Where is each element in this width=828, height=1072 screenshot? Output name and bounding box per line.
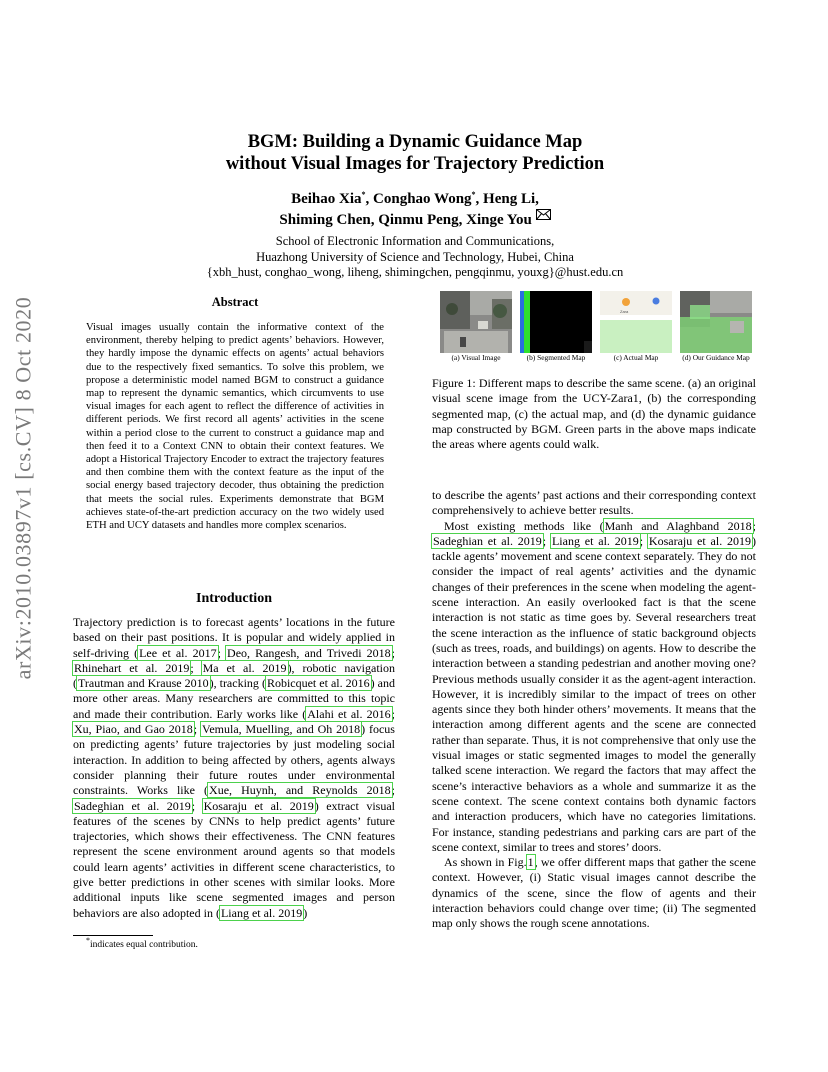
body-text: ) tackle agents’ movement and scene context separately. They do not consider the impact of real agents’ activities and the dynamic changes of their preferences in the scene when modeling the agent-scene interaction. An easily overlooked fact is that the scene interaction is not static as time goes by. Several researchers treat the scene interaction as the influence of static background objects (such as trees, roads, and buildings) on agents. How to describe the interaction between a standing pedestrian and another moving one? Previous methods usually consider it as the agent-agent interaction. However, it is incredibly similar to the impact of trees on other agents since they both hinder others’ movements. It means that the interaction among different agents and the scene are connected rather than separate. Thus, it is not comprehensive that only use the visual images or static segmented images to model the generally talked scene interaction. We regard the factors that may affect the scene’s interactive behaviors as a whole and summarize it as the scene context. The scene context contains both dynamic factors and interaction producers, which have no categories limitations. For instance, standing pedestrians and parking cars are part of the scene context, similar to trees and stores’ doors.	[432, 533, 757, 854]
citation-link[interactable]: Vemula, Muelling, and Oh 2018	[202, 722, 361, 737]
figure-label-b: (b) Segmented Map	[526, 353, 586, 362]
author-li: Heng Li,	[483, 191, 539, 207]
footnote-text: indicates equal contribution.	[90, 940, 198, 950]
body-text: As shown in Fig.	[444, 855, 527, 870]
body-text: ;	[639, 533, 648, 548]
citation-link[interactable]: Sadeghian et al. 2019	[433, 533, 542, 548]
body-text: ), tracking (	[209, 676, 266, 691]
body-text: , we offer different maps that gather the scene context. However, (i) Static visual images cannot describe the dynamics of the scene, since the flow of agents and their interaction behaviors could change over time; (ii) The segmented map only shows the rough scene annotations.	[432, 855, 757, 931]
body-text: ) extract visual features of the scenes by CNNs to help predict agents’ future trajectories, which shows their effectiveness. The CNN features represent the scene environment around agents so that models could learn agents’ activities in different scene characteristics, to give better predictions in other scenes with similar looks. More additional inputs like scene segmented images and person behaviors are also adopted in (	[73, 798, 395, 920]
body-text: ;	[391, 645, 396, 660]
abstract-heading: Abstract	[211, 295, 259, 309]
citation-link[interactable]: Lee et al. 2017	[139, 645, 217, 660]
guidance-map-thumbnail	[680, 291, 752, 353]
paper-title	[120, 131, 710, 175]
map-place-label: Zara	[620, 309, 629, 314]
body-text: ;	[542, 533, 551, 548]
title-line-1: BGM: Building a Dynamic Guidance Map	[247, 132, 583, 152]
citation-link[interactable]: Manh and Alaghband 2018	[604, 518, 752, 533]
body-text: ;	[217, 645, 227, 660]
introduction-paragraph-3	[432, 855, 756, 931]
introduction-paragraph-1	[73, 615, 395, 921]
citation-link[interactable]: Rhinehart et al. 2019	[74, 660, 190, 675]
figure-panel-segmented-map	[520, 291, 592, 353]
body-text: ;	[193, 722, 201, 737]
title-line-2: without Visual Images for Trajectory Prediction	[225, 154, 605, 174]
footnote	[86, 935, 198, 950]
visual-image-thumbnail	[440, 291, 512, 353]
footnote-mark: *	[86, 935, 90, 945]
author-line-2	[120, 209, 710, 230]
author-xia: Beihao Xia	[291, 191, 362, 207]
abstract-text: Visual images usually contain the informative context of the environment, thereby helping to predict agents’ behaviors. However, they hardly impose the dynamic effects on agents’ actual behaviors due to the respectively fixed semantics. To solve this problem, we propose a deterministic model named BGM to construct a guidance map to represent the dynamic semantics, which circumvents to use visual images for each agent to reflect the difference of activities in different periods. We first record all agents’ activities in the scene within a period close to the current to construct a guidance map and then feed it to a Context CNN to obtain their context features. We adopt a Historical Trajectory Encoder to extract the trajectory features and then combine them with the context feature as the input of the social energy based trajectory decoder, thus obtaining the prediction that meets the social rules. Experiments demonstrate that BGM achieves state-of-the-art prediction accuracy on the two widely used ETH and UCY datasets and handles more complex scenarios.	[86, 322, 384, 532]
body-text: ) and more other areas. Many researchers are committed to this topic and made their contribution. Early works like (	[73, 676, 395, 721]
figure-label-c: (c) Actual Map	[613, 353, 659, 362]
equal-contribution-mark: *	[471, 190, 476, 199]
equal-contribution-mark: *	[361, 190, 366, 199]
affiliation-line-2: Huazhong University of Science and Technology, Hubei, China	[256, 249, 574, 264]
affiliation-emails: {xbh_hust, conghao_wong, liheng, shimingchen, pengqinmu, youxg}@hust.edu.cn	[206, 265, 624, 279]
envelope-icon	[536, 209, 551, 220]
citation-link[interactable]: Kosaraju et al. 2019	[203, 798, 314, 813]
citation-link[interactable]: Sadeghian et al. 2019	[74, 798, 191, 813]
body-text: Trajectory prediction is to forecast agents’ locations in the future based on their past positions. It is popular and widely applied in self-driving (	[73, 615, 395, 660]
figure-panel-guidance-map	[680, 291, 752, 353]
body-text: ), robotic navigation (	[73, 660, 395, 691]
citation-link[interactable]: Kosaraju et al. 2019	[648, 533, 752, 548]
introduction-left-column	[73, 615, 395, 921]
map-poi-icon	[653, 298, 660, 305]
map-pin-icon	[622, 298, 630, 306]
citation-link[interactable]: Liang et al. 2019	[551, 533, 639, 548]
figure-label-d: (d) Our Guidance Map	[682, 353, 750, 362]
body-text: ;	[391, 783, 395, 798]
affiliation-line-1: School of Electronic Information and Communications,	[275, 234, 555, 248]
body-text: )	[303, 905, 308, 920]
citation-link[interactable]: Liang et al. 2019	[220, 905, 303, 920]
citation-link[interactable]: 1	[527, 855, 534, 870]
citation-link[interactable]: Xue, Huynh, and Reynolds 2018	[209, 783, 391, 798]
figure-panel-visual-image	[440, 291, 512, 353]
footnote-rule	[73, 935, 153, 936]
figure-1-caption: Figure 1: Different maps to describe the same scene. (a) an original visual scene image from the UCY-Zara1, (b) the corresponding segmented map, (c) the actual map, and (d) the dynamic guidance map constructed by BGM. Green parts in the above maps indicate the areas where agents could walk.	[432, 376, 756, 452]
introduction-heading: Introduction	[196, 591, 272, 606]
author-wong: Conghao Wong	[373, 191, 472, 207]
body-text: ;	[391, 706, 395, 721]
citation-link[interactable]: Trautman and Krause 2010	[78, 676, 209, 691]
citation-link[interactable]: Xu, Piao, and Gao 2018	[74, 722, 193, 737]
figure-1	[440, 291, 756, 365]
citation-link[interactable]: Robicquet et al. 2016	[266, 676, 370, 691]
introduction-paragraph-continued: to describe the agents’ past actions and their corresponding context comprehensively to achieve better results.	[432, 488, 756, 518]
body-text: ) focus on predicting agents’ future trajectories by just modeling social interaction. In addition to being affected by others, agents always consider planning their future routes under environmental constraints. Works like (	[73, 722, 395, 798]
body-text: Most existing methods like (	[444, 518, 604, 533]
figure-label-a: (a) Visual Image	[451, 353, 501, 362]
author-others: Shiming Chen, Qinmu Peng, Xinge You	[279, 212, 532, 228]
arxiv-identifier: arXiv:2010.03897v1 [cs.CV] 8 Oct 2020	[10, 296, 35, 680]
figure-panel-actual-map	[600, 291, 672, 353]
affiliation	[120, 234, 710, 281]
citation-link[interactable]: Deo, Rangesh, and Trivedi 2018	[227, 645, 391, 660]
author-list	[120, 190, 710, 230]
introduction-right-column	[432, 488, 756, 932]
citation-link[interactable]: Ma et al. 2019	[202, 660, 287, 675]
introduction-paragraph-2	[432, 519, 756, 856]
author-line-1: Beihao Xia*, Conghao Wong*, Heng Li,	[291, 190, 539, 207]
citation-link[interactable]: Alahi et al. 2016	[307, 706, 391, 721]
body-text: ;	[191, 798, 203, 813]
segmented-map-thumbnail	[520, 291, 592, 353]
body-text: ;	[752, 518, 757, 533]
body-text: ;	[190, 660, 202, 675]
actual-map-thumbnail	[600, 291, 672, 353]
